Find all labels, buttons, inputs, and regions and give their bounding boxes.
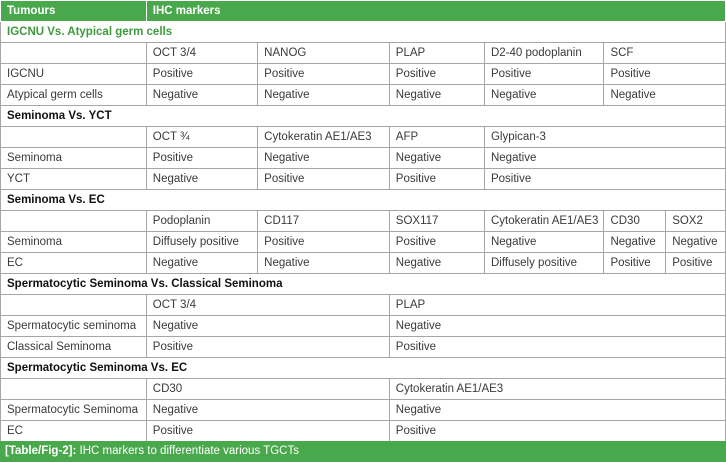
section-title-row [1, 106, 726, 127]
section-title-row [1, 22, 726, 43]
caption-text: IHC markers to differentiate various TGCTs [76, 445, 299, 457]
tumour-name: YCT [1, 169, 147, 190]
table-row [1, 337, 726, 358]
result-cell: Negative [258, 253, 390, 274]
marker-cell: PLAP [389, 295, 725, 316]
result-cell: Positive [484, 169, 725, 190]
marker-cell: OCT 3/4 [146, 295, 389, 316]
marker-cell: D2-40 podoplanin [484, 43, 603, 64]
result-cell: Negative [258, 85, 390, 106]
result-cell: Positive [258, 64, 390, 85]
table-row [1, 169, 726, 190]
result-cell: Negative [484, 85, 603, 106]
result-cell: Positive [389, 64, 484, 85]
result-cell: Negative [146, 85, 257, 106]
tumour-name: Classical Seminoma [1, 337, 147, 358]
table-row [1, 253, 726, 274]
table-row [1, 316, 726, 337]
marker-cell: CD30 [146, 379, 389, 400]
table-row [1, 148, 726, 169]
marker-cell: Glypican-3 [484, 127, 725, 148]
section-title: Seminoma Vs. YCT [1, 106, 726, 127]
marker-cell: Cytokeratin AE1/AE3 [258, 127, 390, 148]
result-cell: Positive [258, 232, 390, 253]
result-cell: Positive [146, 148, 257, 169]
tumour-name: Atypical germ cells [1, 85, 147, 106]
empty-cell [1, 127, 147, 148]
tumour-name: EC [1, 421, 147, 442]
marker-cell: SOX117 [389, 211, 484, 232]
marker-cell: OCT 3/4 [146, 43, 257, 64]
caption-label: [Table/Fig-2]: [5, 445, 77, 457]
result-cell: Diffusely positive [146, 232, 257, 253]
result-cell: Positive [484, 64, 603, 85]
tumour-name: Seminoma [1, 148, 147, 169]
section-title-row [1, 358, 726, 379]
result-cell: Positive [146, 64, 257, 85]
table-row [1, 64, 726, 85]
result-cell: Negative [484, 148, 725, 169]
table-row [1, 400, 726, 421]
tumour-name: IGCNU [1, 64, 147, 85]
result-cell: Positive [389, 232, 484, 253]
result-cell: Negative [604, 85, 726, 106]
marker-cell: PLAP [389, 43, 484, 64]
tumour-name: Spermatocytic seminoma [1, 316, 147, 337]
empty-cell [1, 43, 147, 64]
table-row [1, 85, 726, 106]
result-cell: Positive [604, 253, 666, 274]
empty-cell [1, 379, 147, 400]
marker-cell: AFP [389, 127, 484, 148]
section-title: IGCNU Vs. Atypical germ cells [1, 22, 726, 43]
table-header-row [1, 1, 726, 22]
section-title: Spermatocytic Seminoma Vs. EC [1, 358, 726, 379]
tumour-name: Spermatocytic Seminoma [1, 400, 147, 421]
header-ihc-markers: IHC markers [146, 1, 725, 22]
result-cell: Diffusely positive [484, 253, 603, 274]
marker-cell: SOX2 [666, 211, 726, 232]
marker-cell: Cytokeratin AE1/AE3 [389, 379, 725, 400]
table-row [1, 421, 726, 442]
result-cell: Negative [666, 232, 726, 253]
table-row [1, 232, 726, 253]
section-title-row [1, 274, 726, 295]
section-title: Spermatocytic Seminoma Vs. Classical Seminoma [1, 274, 726, 295]
marker-cell: OCT ¾ [146, 127, 257, 148]
marker-row [1, 295, 726, 316]
marker-row [1, 379, 726, 400]
tumour-name: Seminoma [1, 232, 147, 253]
result-cell: Negative [389, 85, 484, 106]
marker-row [1, 211, 726, 232]
marker-cell: Cytokeratin AE1/AE3 [484, 211, 603, 232]
marker-cell: CD30 [604, 211, 666, 232]
result-cell: Negative [484, 232, 603, 253]
result-cell: Positive [258, 169, 390, 190]
empty-cell [1, 295, 147, 316]
empty-cell [1, 211, 147, 232]
header-tumours: Tumours [1, 1, 147, 22]
result-cell: Positive [146, 421, 389, 442]
result-cell: Negative [389, 400, 725, 421]
result-cell: Negative [146, 169, 257, 190]
marker-row [1, 43, 726, 64]
result-cell: Negative [146, 253, 257, 274]
marker-cell: CD117 [258, 211, 390, 232]
result-cell: Negative [258, 148, 390, 169]
marker-row [1, 127, 726, 148]
result-cell: Negative [389, 148, 484, 169]
result-cell: Positive [389, 337, 725, 358]
result-cell: Positive [666, 253, 726, 274]
result-cell: Positive [389, 421, 725, 442]
result-cell: Negative [389, 253, 484, 274]
result-cell: Positive [146, 337, 389, 358]
result-cell: Positive [604, 64, 726, 85]
result-cell: Negative [146, 400, 389, 421]
tumour-name: EC [1, 253, 147, 274]
section-title-row [1, 190, 726, 211]
result-cell: Positive [389, 169, 484, 190]
result-cell: Negative [389, 316, 725, 337]
section-title: Seminoma Vs. EC [1, 190, 726, 211]
marker-cell: SCF [604, 43, 726, 64]
marker-cell: NANOG [258, 43, 390, 64]
table-caption [0, 441, 726, 462]
marker-cell: Podoplanin [146, 211, 257, 232]
result-cell: Negative [146, 316, 389, 337]
result-cell: Negative [604, 232, 666, 253]
